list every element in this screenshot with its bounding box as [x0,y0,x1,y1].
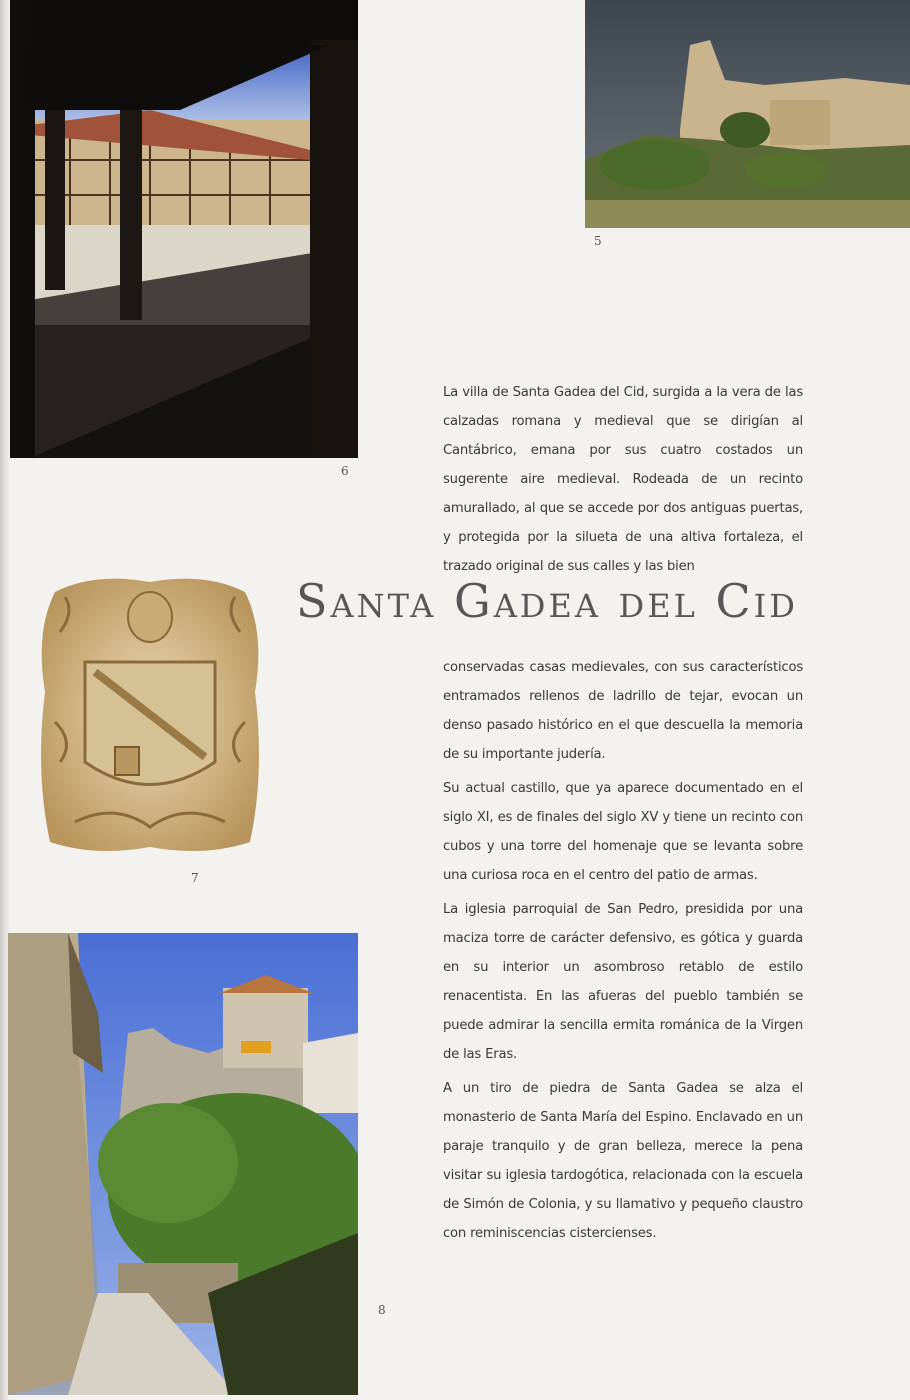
paragraph-1-top: La villa de Santa Gadea del Cid, surgida a la vera de las calzadas romana y medieval que se dirigían al Cantábrico, emana por sus cuatro costados un sugerente aire medieval. Rodeada de un recinto amurallado, al que se accede por dos antiguas puertas, y protegida por la silueta de una altiva fortaleza, el trazado original de sus calles y las bien [443,385,803,574]
photo-caption-5: 5 [594,234,602,248]
paragraph-4: A un tiro de piedra de Santa Gadea se alza el monasterio de Santa María del Espino. Enclavado en un paraje tranquilo y de gran belleza, merece la pena visitar su iglesia tardogótica, relacionada con la escuela de Simón de Colonia, y su llamativo y pequeño claustro con reminiscencias cistercienses. [443,1081,803,1241]
page-title: Santa Gadea del Cid [296,574,798,628]
photo-street-castle [8,933,358,1395]
photo-caption-7: 7 [191,871,199,885]
photo-porch-square [10,0,358,458]
photo-caption-8: 8 [378,1303,386,1317]
paragraph-1-bottom: conservadas casas medievales, con sus característicos entramados rellenos de ladrillo de tejar, evocan un denso pasado histórico en el que descuella la memoria de su importante judería. [443,660,803,762]
intro-paragraph-top [443,378,803,586]
photo-caption-6: 6 [341,464,349,478]
photo-church-ruins [585,0,910,228]
paragraph-3: La iglesia parroquial de San Pedro, presidida por una maciza torre de carácter defensivo, es gótica y guarda en su interior un asombroso retablo de estilo renacentista. En las afueras del pueblo también se puede admirar la sencilla ermita románica de la Virgen de las Eras. [443,902,803,1062]
body-paragraphs [443,653,803,1253]
paragraph-2: Su actual castillo, que ya aparece documentado en el siglo XI, es de finales del siglo XV y tiene un recinto con cubos y una torre del homenaje que se levanta sobre una curiosa roca en el centro del patio de armas. [443,781,803,883]
photo-coat-of-arms [35,572,265,857]
